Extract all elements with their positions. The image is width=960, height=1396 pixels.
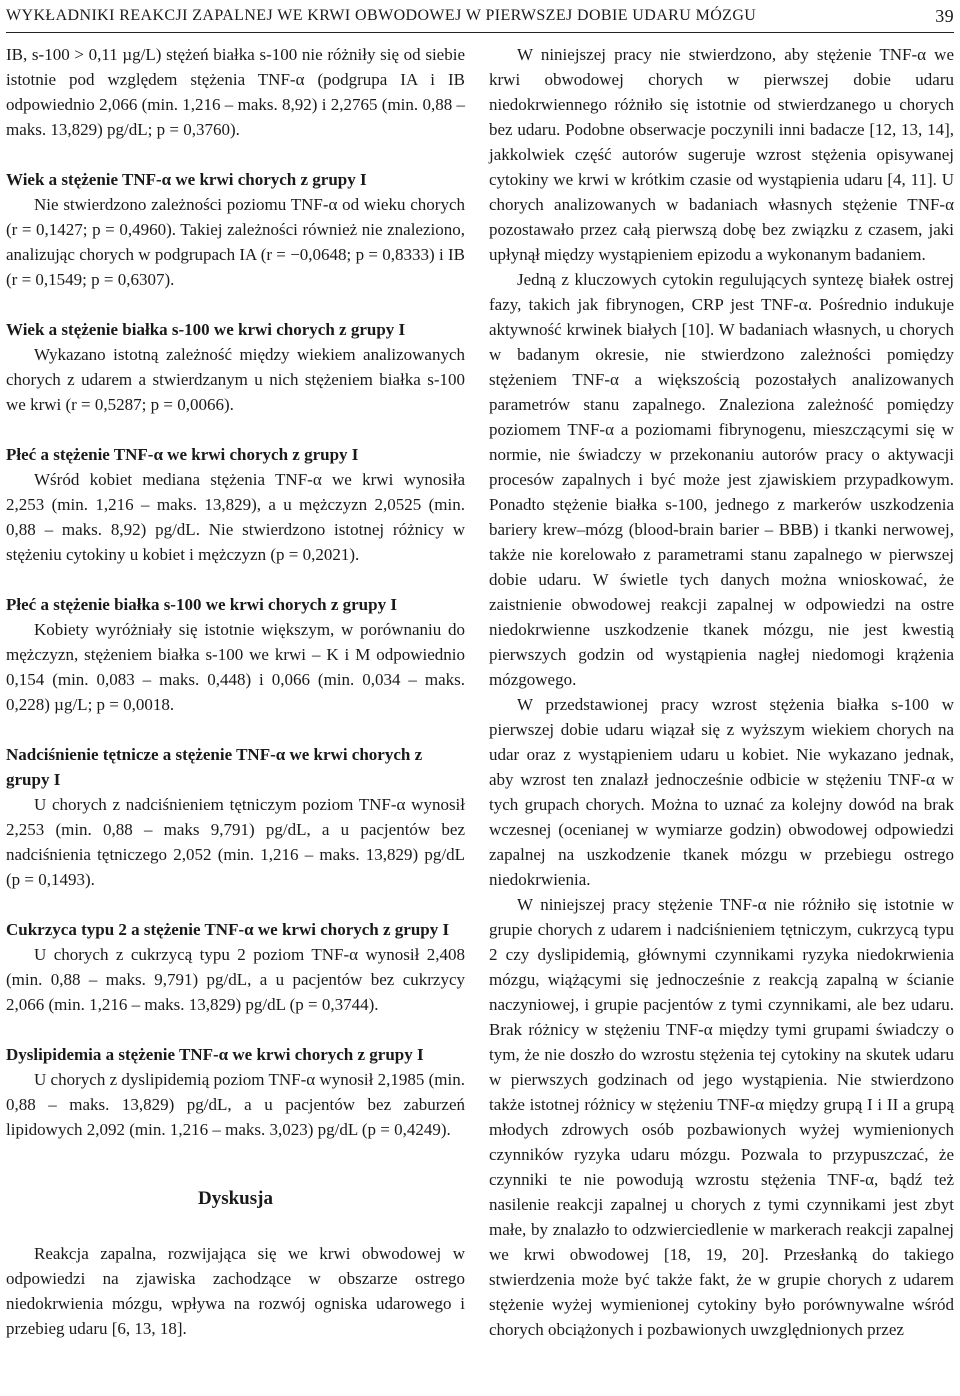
section-text: Wśród kobiet mediana stężenia TNF-α we krwi wynosiła 2,253 (min. 1,216 – maks. 13,829), a u mężczyzn 2,0525 (min. 0,88 – maks. 8,92) pg/dL. Nie stwierdzono istotnej różnicy w stężeniu cytokiny u kobiet i mężczyzn (p = 0,2021). [6,470,465,564]
section-dyslipidemia-tnf [6,1042,465,1142]
section-heading: Nadciśnienie tętnicze a stężenie TNF-α we krwi chorych z grupy I [6,745,423,789]
section-text: Nie stwierdzono zależności poziomu TNF-α od wieku chorych (r = 0,1427; p = 0,4960). Takiej zależności również nie znaleziono, analizując chorych w podgrupach IA (r = −0,0648; p = 0,8333) i IB (r = 0,1549; p = 0,6307). [6,195,465,289]
body-paragraph: Jedną z kluczowych cytokin regulujących syntezę białek ostrej fazy, takich jak fibrynogen, CRP jest TNF-α. Pośrednio indukuje aktywność krwinek białych [10]. W badaniach własnych, u chorych w badanym okresie, nie stwierdzono zależności pomiędzy stężeniem TNF-α a większością pozostałych analizowanych parametrów stanu zapalnego. Znaleziona zależność pomiędzy poziomem TNF-α a poziomami fibrynogenu, mieszczącymi się w normie, nie świadczy w przekonaniu autorów pracy o aktywacji procesów zapalnych i być może jest zjawiskiem przypadkowym. Ponadto stężenie białka s-100, jednego z markerów uszkodzenia bariery krew–mózg (blood-brain barier – BBB) i tkanki nerwowej, także nie korelowało z parametrami stanu zapalnego w pierwszej dobie udaru. W świetle tych danych można wnioskować, że zaistnienie obwodowej reakcji zapalnej w odpowiedzi na ostre niedokrwienne uszkodzenie tkanek mózgu, nie jest kwestią pierwszych godzin od wystąpienia nagłej niedomogi krążenia mózgowego. [489,270,954,689]
section-heading: Płeć a stężenie TNF-α we krwi chorych z grupy I [6,445,359,464]
section-text: U chorych z nadciśnieniem tętniczym poziom TNF-α wynosił 2,253 (min. 0,88 – maks 9,791) pg/dL, a u pacjentów bez nadciśnienia tętniczego 2,052 (min. 1,216 – maks. 13,829) pg/dL (p = 0,1493). [6,795,465,889]
section-age-s100 [6,317,465,417]
body-paragraph: W przedstawionej pracy wzrost stężenia białka s-100 w pierwszej dobie udaru wiązał się z wyższym wiekiem chorych na udar oraz z wystąpieniem udaru u kobiet. Nie wykazano jednak, aby wzrost ten znalazł jednocześnie odbicie w stężeniu TNF-α w tych grupach chorych. Można to uznać za kolejny dowód na brak wczesnej (ocenianej w wymiarze godzin) obwodowej odpowiedzi zapalnej na uszkodzenie tkanek mózgu w przebiegu ostrego niedokrwienia. [489,695,954,889]
section-heading: Wiek a stężenie białka s-100 we krwi chorych z grupy I [6,320,406,339]
section-hypertension-tnf [6,742,465,892]
section-heading: Wiek a stężenie TNF-α we krwi chorych z grupy I [6,170,367,189]
left-column [6,42,465,1341]
running-head [6,2,954,33]
section-age-tnf [6,167,465,292]
running-title: WYKŁADNIKI REAKCJI ZAPALNEJ WE KRWI OBWODOWEJ W PIERWSZEJ DOBIE UDARU MÓZGU [6,7,757,24]
right-column [489,42,954,1342]
body-paragraph: W niniejszej pracy nie stwierdzono, aby stężenie TNF-α we krwi obwodowej chorych w pierwszej dobie udaru niedokrwiennego różniło się istotnie od stwierdzanego u chorych bez udaru. Podobne obserwacje poczynili inni badacze [12, 13, 14], jakkolwiek część autorów sugeruje wzrost stężenia opisywanej cytokiny we krwi w krótkim czasie od wystąpienia udaru [4, 11]. U chorych analizowanych w badaniach własnych stężenie TNF-α pozostawało przez całą pierwszą dobę bez związku z czasem, jaki upłynął między wystąpieniem epizodu a wykonanym badaniem. [489,45,954,264]
section-text: Kobiety wyróżniały się istotnie większym, w porównaniu do mężczyzn, stężeniem białka s-100 we krwi – K i M odpowiednio 0,154 (min. 0,083 – maks. 0,448) i 0,066 (min. 0,034 – maks. 0,228) µg/L; p = 0,0018. [6,620,465,714]
discussion-heading: Dyskusja [198,1188,273,1209]
section-heading: Dyslipidemia a stężenie TNF-α we krwi chorych z grupy I [6,1045,424,1064]
page-number: 39 [935,6,954,26]
section-diabetes-tnf [6,917,465,1017]
section-text: U chorych z cukrzycą typu 2 poziom TNF-α wynosił 2,408 (min. 0,88 – maks. 9,791) pg/dL, a u pacjentów bez cukrzycy 2,066 (min. 1,216 – maks. 13,829) pg/dL (p = 0,3744). [6,945,465,1014]
section-heading: Cukrzyca typu 2 a stężenie TNF-α we krwi chorych z grupy I [6,920,450,939]
section-text: Wykazano istotną zależność między wiekiem analizowanych chorych z udarem a stwierdzanym u nich stężeniem białka s-100 we krwi (r = 0,5287; p = 0,0066). [6,345,465,414]
section-text: U chorych z dyslipidemią poziom TNF-α wynosił 2,1985 (min. 0,88 – maks. 13,829) pg/dL, a u pacjentów bez zaburzeń lipidowych 2,092 (min. 1,216 – maks. 3,023) pg/dL (p = 0,4249). [6,1070,465,1139]
body-paragraph: W niniejszej pracy stężenie TNF-α nie różniło się istotnie w grupie chorych z udarem i nadciśnieniem tętniczym, cukrzycą typu 2 czy dyslipidemią, głównymi czynnikami ryzyka niedokrwienia mózgu, wiążącymi się jednocześnie z reakcją zapalną w ścianie naczyniowej, i grupie pacjentów z tymi czynnikami, ale bez udaru. Brak różnicy w stężeniu TNF-α między tymi grupami świadczy o tym, że nie doszło do wzrostu stężenia tej cytokiny na skutek udaru w pierwszych godzinach od jego wystąpienia. Nie stwierdzono także istotnej różnicy w stężeniu TNF-α między grupą I i II a grupą młodych zdrowych osób pozbawionych wyżej wymienionych czynników ryzyka udaru mózgu. Pozwala to przypuszczać, że czynniki te nie powodują wzrostu stężenia TNF-α, bądź też nasilenie reakcji zapalnej u chorych z tymi czynnikami jest zbyt małe, by znalazło to odzwierciedlenie w markerach reakcji zapalnej we krwi obwodowej [18, 19, 20]. Przesłanką do takiego stwierdzenia może być także fakt, że w grupie chorych z udarem stężenie wyżej wymienionej cytokiny było porównywalne wśród chorych obciążonych i pozbawionych uwzględnionych przez [489,895,954,1339]
continuation-paragraph: IB, s-100 > 0,11 µg/L) stężeń białka s-100 nie różniły się od siebie istotnie pod względem stężenia TNF-α (podgrupa IA i IB odpowiednio 2,066 (min. 1,216 – maks. 8,92) i 2,2765 (min. 0,88 – maks. 13,829) pg/dL; p = 0,3760). [6,45,465,139]
discussion-paragraph: Reakcja zapalna, rozwijająca się we krwi obwodowej w odpowiedzi na zjawiska zachodzące w obszarze ostrego niedokrwienia mózgu, wpływa na rozwój ogniska udarowego i przebieg udaru [6, 13, 18]. [6,1244,465,1338]
section-heading: Płeć a stężenie białka s-100 we krwi chorych z grupy I [6,595,397,614]
section-sex-s100 [6,592,465,717]
section-sex-tnf [6,442,465,567]
